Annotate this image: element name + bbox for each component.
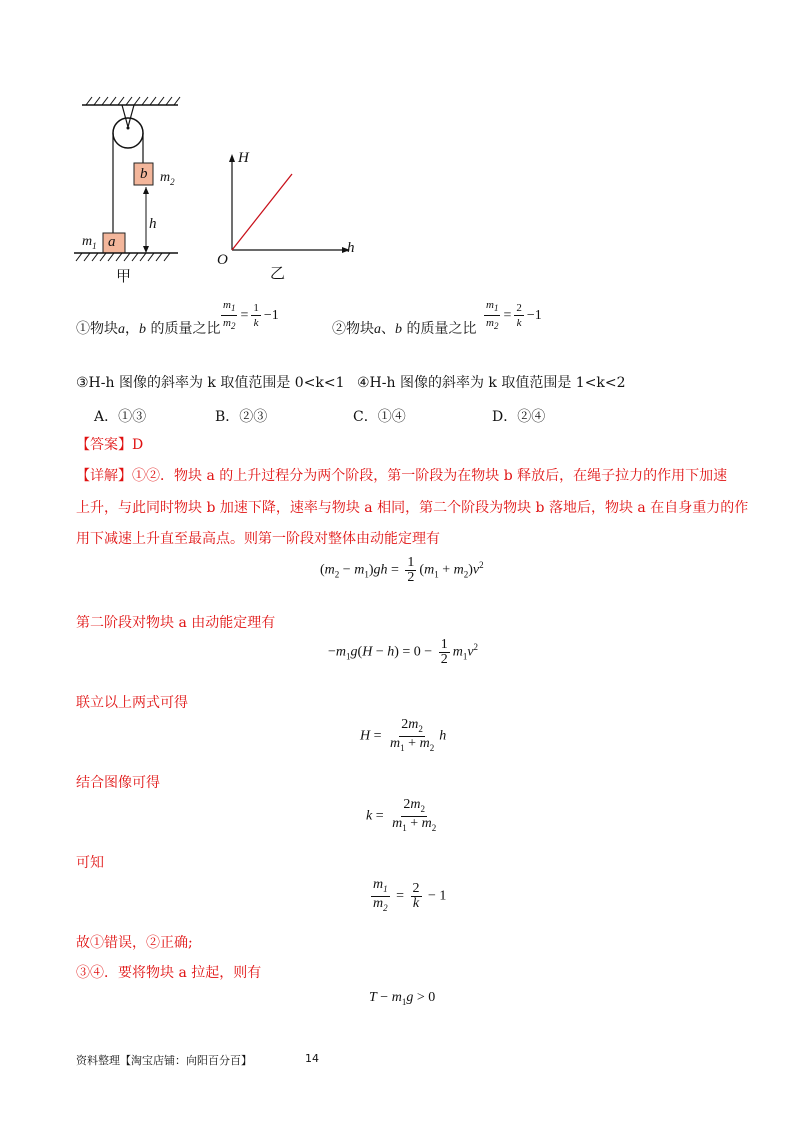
m2-label: $m_2$	[160, 170, 175, 187]
equation-k: k = $\frac{2m_2}{m_1 + m_2}$	[366, 797, 437, 833]
statement-4: ④H-h 图像的斜率为 k 取值范围是 1<k<2	[357, 375, 626, 391]
statement-1: ①物块a，b 的质量之比	[76, 321, 221, 337]
page-number: 14	[305, 1052, 319, 1065]
explanation-graph: 结合图像可得	[76, 775, 160, 791]
option-a: A．①③	[94, 409, 147, 425]
option-c: C．①④	[353, 409, 406, 425]
explanation-lift: ③④．要将物块 a 拉起，则有	[76, 965, 262, 981]
statement-2-equation: $\frac{m_1}{m_2}$ = $\frac{2}{k}$ −1	[486, 299, 542, 332]
figure-yi-caption: 乙	[270, 264, 286, 282]
equation-ratio: $\frac{m_1}{m_2}$ = $\frac{2}{k}$ − 1	[373, 877, 447, 913]
option-d: D．②④	[492, 409, 546, 425]
statement-3: ③H-h 图像的斜率为 k 取值范围是 0<k<1	[76, 375, 345, 391]
explanation-combine: 联立以上两式可得	[76, 695, 188, 711]
option-b: B．②③	[215, 409, 268, 425]
origin-label: O	[217, 252, 228, 268]
answer: 【答案】D	[76, 437, 144, 453]
explanation-line-2: 上升，与此同时物块 b 加速下降，速率与物块 a 相同，第二个阶段为物块 b 落地后，物块 a 在自身重力的作	[76, 500, 749, 516]
explanation-therefore: 可知	[76, 855, 104, 871]
axis-h-label: h	[347, 240, 355, 256]
m1-label: $m_1$	[82, 234, 97, 251]
equation-tension: $T - m_1g > 0$	[369, 990, 436, 1007]
statement-2: ②物块a、b 的质量之比	[332, 321, 477, 337]
pulley-figure	[70, 95, 190, 285]
explanation-stage-2: 第二阶段对物块 a 由动能定理有	[76, 615, 276, 631]
axis-H-label: H	[238, 150, 249, 166]
height-label: h	[149, 216, 157, 232]
equation-energy-1: $(m_2 - m_1)gh$ = $\frac{1}{2}$ $(m_1 + m_2)v^2$	[320, 555, 484, 585]
explanation-conclusion: 故①错误，②正确;	[76, 935, 193, 951]
statement-1-equation: $\frac{m_1}{m_2}$ = $\frac{1}{k}$ −1	[223, 299, 279, 332]
block-a-label: a	[108, 234, 116, 250]
figure-jia-caption: 甲	[116, 267, 132, 285]
explanation-line-3: 用下减速上升直至最高点。则第一阶段对整体由动能定理有	[76, 531, 440, 547]
footer-source: 资料整理【淘宝店铺：向阳百分百】	[76, 1054, 252, 1067]
explanation-line-1: 【详解】①②．物块 a 的上升过程分为两个阶段，第一阶段为在物块 b 释放后，在绳子拉力的作用下加速	[76, 468, 728, 484]
equation-H: H = $\frac{2m_2}{m_1 + m_2}$ h	[360, 717, 447, 753]
equation-energy-2: $-m_1g(H - h) = 0$ − $\frac{1}{2}$ $m_1v^2$	[328, 637, 479, 667]
block-b-label: b	[140, 166, 148, 182]
